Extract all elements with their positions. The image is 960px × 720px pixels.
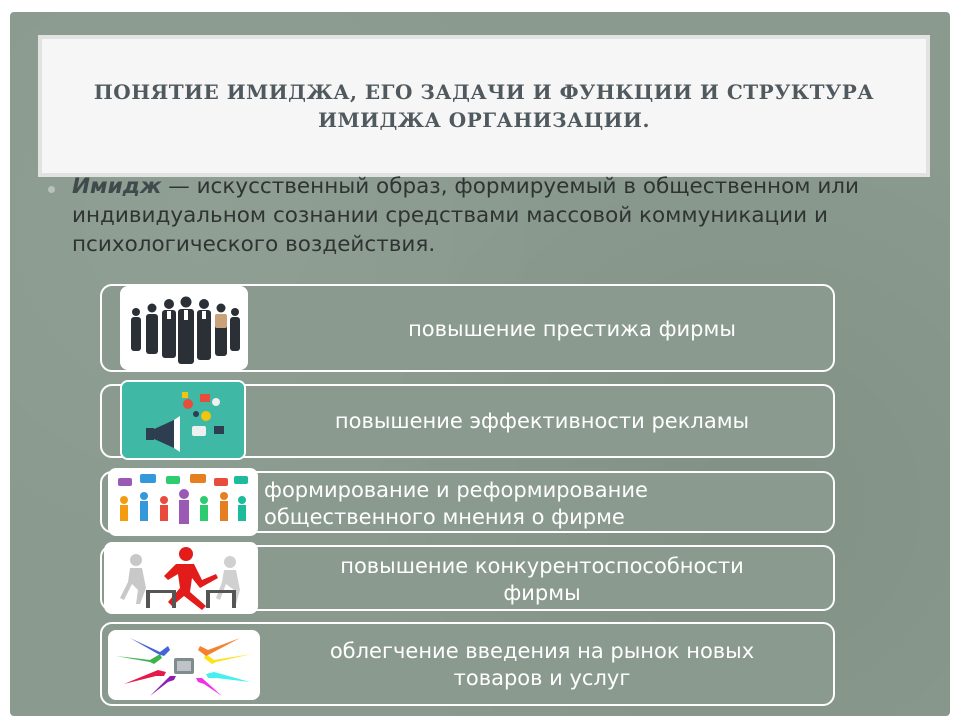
item-prestige-label: повышение престижа фирмы <box>408 317 736 341</box>
speech-bubbles-people-icon <box>108 468 258 536</box>
item-market-entry-line-2: товаров и услуг <box>453 666 631 690</box>
hands-reaching-icon <box>108 630 260 700</box>
item-market-entry-line-1: облегчение введения на рынок новых <box>329 639 755 663</box>
title-line-2: ИМИДЖА ОРГАНИЗАЦИИ. <box>318 108 650 132</box>
item-advertising-label: повышение эффективности рекламы <box>334 409 750 433</box>
hurdle-race-icon <box>104 542 258 614</box>
megaphone-icon <box>120 380 246 460</box>
item-opinion-line-1: формирование и реформирование <box>264 478 648 502</box>
title-line-1: ПОНЯТИЕ ИМИДЖА, ЕГО ЗАДАЧИ И ФУНКЦИИ И СТРУКТУРА <box>93 80 875 104</box>
item-market-entry-label <box>252 638 832 692</box>
item-competitiveness-label <box>252 553 832 607</box>
item-competitiveness-line-1: повышение конкурентоспособности <box>340 554 744 578</box>
business-people-icon <box>120 286 248 370</box>
title-box <box>38 35 930 177</box>
bullet-dot <box>48 186 55 193</box>
definition-paragraph <box>72 172 912 259</box>
definition-term: Имидж <box>72 174 162 199</box>
item-opinion-label <box>264 477 784 531</box>
definition-text: — искусственный образ, формируемый в общественном или индивидуальном сознании средствами массовой коммуникации и психологического воздействия. <box>72 174 860 257</box>
item-competitiveness-line-2: фирмы <box>503 581 581 605</box>
page-title <box>74 78 894 134</box>
item-opinion-line-2: общественного мнения о фирме <box>264 505 625 529</box>
